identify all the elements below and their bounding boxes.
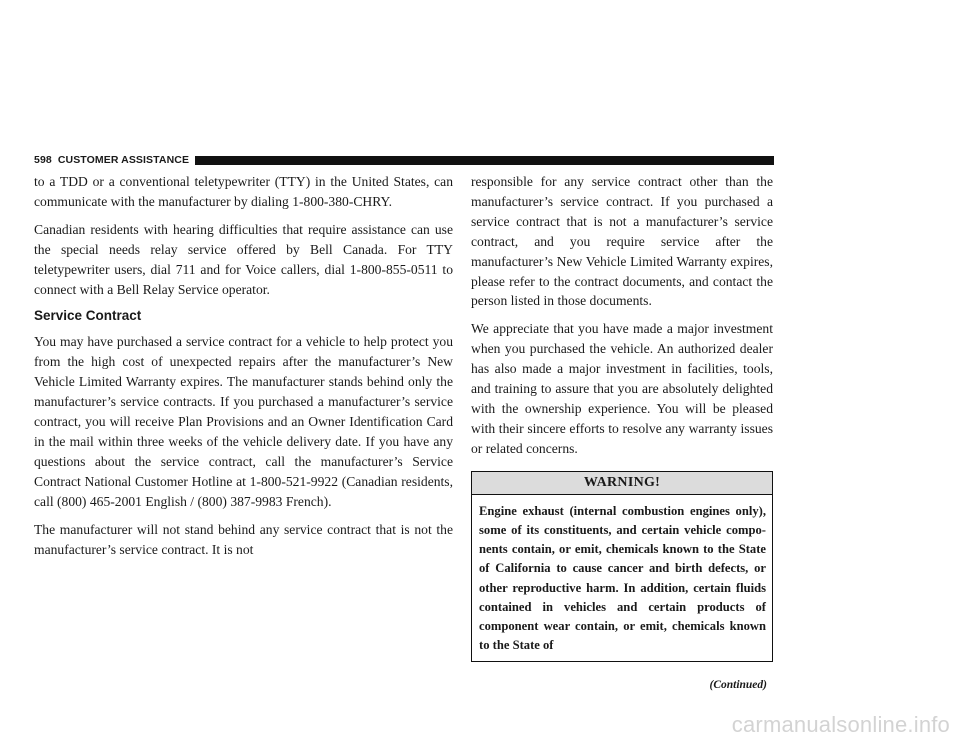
paragraph-canadian-relay: Canadian residents with hearing difficulties that require assistance can use the special needs relay service offered by Bell Canada. For TTY teletypewriter users, dial 711 and for Voice callers, dial 1-800-855-0511 to connect with a Bell Relay Service operator. — [34, 221, 453, 297]
page-header — [34, 154, 774, 166]
warning-box — [471, 471, 773, 663]
warning-title: WARNING! — [472, 472, 772, 495]
service-contract-heading: Service Contract — [34, 308, 142, 324]
section-title: CUSTOMER ASSISTANCE — [57, 154, 190, 166]
watermark: carmanualsonline.info — [731, 712, 950, 737]
paragraph-appreciation: We appreciate that you have made a major investment when you purchased the vehicle. An authorized dealer has also made a major investment in facilities, tools, and training to assure that you are absolutely delighted with the ownership experience. You will be pleased with their sincere efforts to resolve any warranty issues or related concerns. — [471, 321, 773, 456]
continued-label: (Continued) — [709, 679, 767, 692]
warning-text: Engine exhaust (internal combustion engines only), some of its constituents, and certain vehicle components contain, or emit, chemicals known to the State of California to cause cancer and birth defects, or other reproductive harm. In addition, certain fluids contained in vehicles and certain products of component wear contain, or emit, chemicals known to the State of — [479, 503, 766, 653]
paragraph-service-contract: You may have purchased a service contract for a vehicle to help protect you from the high cost of unexpected repairs after the manufacturer’s New Vehicle Limited Warranty expires. The manufacturer stands behind only the manufacturer’s service contracts. If you purchased a manufacturer’s service contract, you will receive Plan Provisions and an Owner Identification Card in the mail within three weeks of the vehicle delivery date. If you have any questions about the service contract, call the manufacturer’s Service Contract National Customer Hotline at 1-800-521-9922 (Canadian residents, call (800) 465-2001 English / (800) 387-9983 French). — [34, 334, 453, 509]
paragraph-other-contracts: responsible for any service contract other than the manufacturer’s service contract. If you purchased a service contract that is not a manufacturer’s service contract, and you require service after the manufacturer’s New Vehicle Limited Warranty expires, please refer to the contract documents, and contact the person listed in those documents. — [471, 174, 773, 309]
left-column — [34, 172, 453, 567]
right-column — [471, 172, 773, 696]
paragraph-not-stand-behind: The manufacturer will not stand behind any service contract that is not the manufacturer’s service contract. It is not — [34, 521, 453, 557]
paragraph-tty-us: to a TDD or a conventional teletypewriter (TTY) in the United States, can communicate with the manufacturer by dialing 1-800-380-CHRY. — [34, 174, 453, 209]
header-rule — [195, 156, 774, 165]
page-number: 598 — [34, 154, 52, 166]
